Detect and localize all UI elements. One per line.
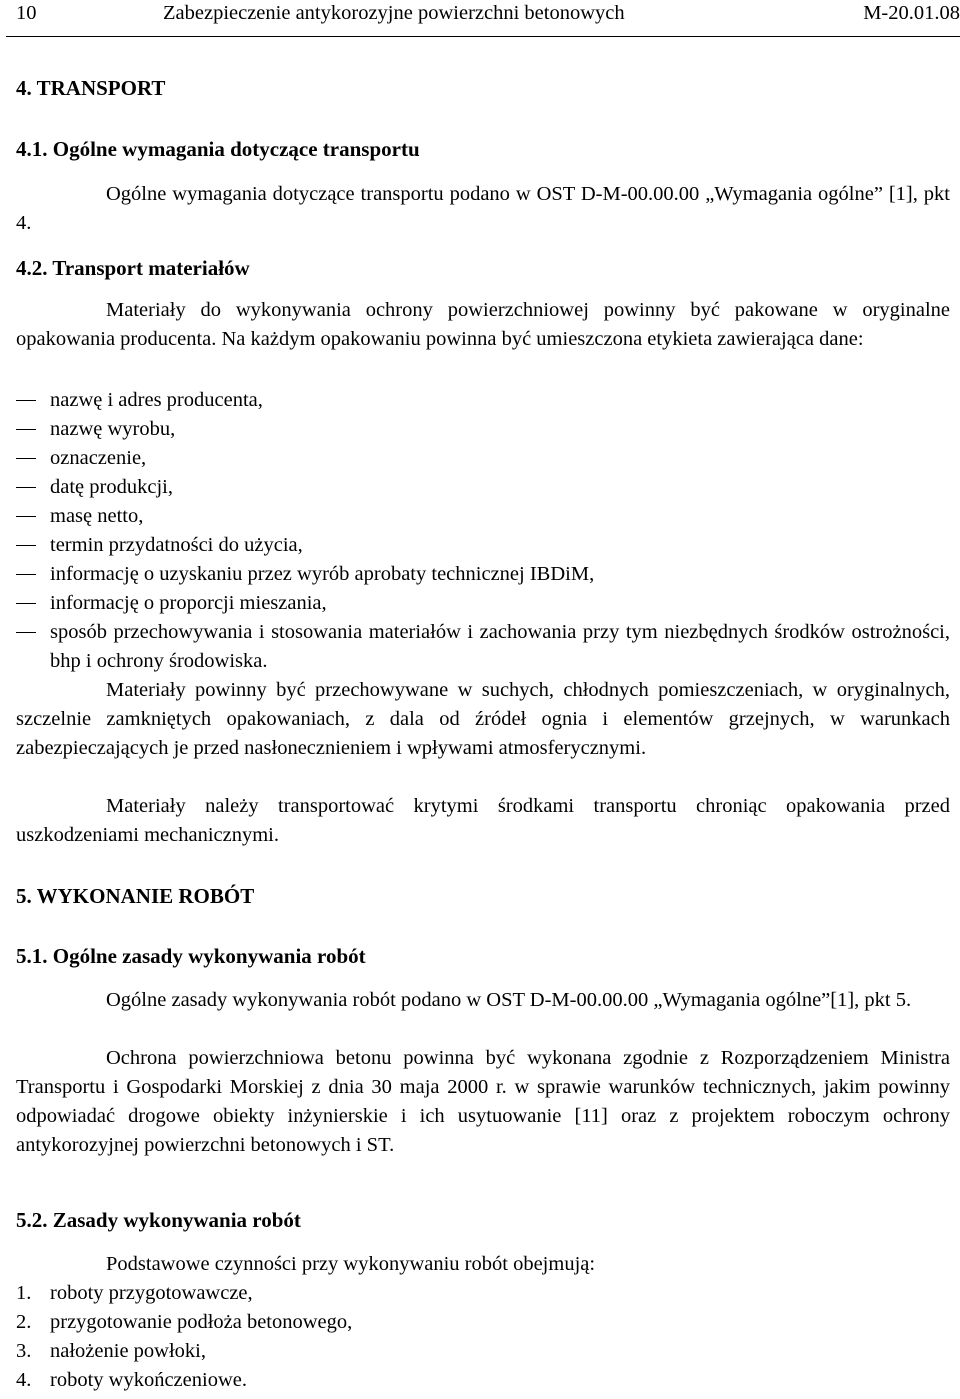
dash-bullet [16, 632, 36, 633]
list-item: sposób przechowywania i stosowania materiałów i zachowania przy tym niezbędnych środków ostrożności, bhp i ochrony środowiska. [16, 618, 950, 676]
header-divider [6, 36, 960, 37]
list-item: oznaczenie, [16, 444, 950, 473]
paragraph-transport: Materiały należy transportować krytymi środkami transportu chroniąc opakowania przed uszkodzeniami mechanicznymi. [16, 795, 950, 846]
paragraph-4-1: Ogólne wymagania dotyczące transportu podano w OST D-M-00.00.00 „Wymagania ogólne” [1], pkt 4. [16, 183, 950, 234]
list-item: nazwę i adres producenta, [16, 386, 950, 415]
list-item: 2. przygotowanie podłoża betonowego, [16, 1311, 353, 1333]
dash-bullet [16, 516, 36, 517]
paragraph-5-2-intro: Podstawowe czynności przy wykonywaniu robót obejmują: [106, 1253, 596, 1275]
paragraph-4-2-intro: Materiały do wykonywania ochrony powierzchniowej powinny być pakowane w oryginalne opakowania producenta. Na każdym opakowaniu powinna być umieszczona etykieta zawierająca dane: [16, 299, 950, 350]
list-item: 1. roboty przygotowawcze, [16, 1282, 253, 1304]
section-heading-execution: 5. WYKONANIE ROBÓT [16, 884, 255, 908]
list-item: datę produkcji, [16, 473, 950, 502]
label-data-list [16, 386, 950, 676]
document-title: Zabezpieczenie antykorozyjne powierzchni betonowych [163, 2, 625, 24]
paragraph-5-1-general: Ogólne zasady wykonywania robót podano w OST D-M-00.00.00 „Wymagania ogólne”[1], pkt 5. [106, 989, 912, 1011]
dash-bullet [16, 545, 36, 546]
document-code: M-20.01.08 [863, 2, 960, 24]
subsection-heading-5-1: 5.1. Ogólne zasady wykonywania robót [16, 944, 366, 968]
subsection-heading-4-1: 4.1. Ogólne wymagania dotyczące transportu [16, 137, 420, 161]
list-item: masę netto, [16, 502, 950, 531]
dash-bullet [16, 400, 36, 401]
subsection-heading-5-2: 5.2. Zasady wykonywania robót [16, 1208, 301, 1232]
list-item: informację o uzyskaniu przez wyrób aprobaty technicznej IBDiM, [16, 560, 950, 589]
list-item: 4. roboty wykończeniowe. [16, 1369, 247, 1391]
list-item: 3. nałożenie powłoki, [16, 1340, 206, 1362]
running-header [16, 0, 960, 28]
list-item: informację o proporcji mieszania, [16, 589, 950, 618]
dash-bullet [16, 603, 36, 604]
dash-bullet [16, 487, 36, 488]
subsection-heading-4-2: 4.2. Transport materiałów [16, 256, 250, 280]
list-item: termin przydatności do użycia, [16, 531, 950, 560]
work-steps-list [16, 1279, 950, 1395]
dash-bullet [16, 458, 36, 459]
dash-bullet [16, 429, 36, 430]
paragraph-5-1-regulation: Ochrona powierzchniowa betonu powinna być wykonana zgodnie z Rozporządzeniem Ministra Transportu i Gospodarki Morskiej z dnia 30 maja 2000 r. w sprawie warunków technicznych, jakim powinny odpowiadać drogowe obiekty inżynierskie i ich usytuowanie [11] oraz z projektem roboczym ochrony antykorozyjnej powierzchni betonowych i ST. [16, 1047, 950, 1156]
dash-bullet [16, 574, 36, 575]
page-number: 10 [16, 2, 37, 24]
list-item: nazwę wyrobu, [16, 415, 950, 444]
paragraph-storage: Materiały powinny być przechowywane w suchych, chłodnych pomieszczeniach, w oryginalnych, szczelnie zamkniętych opakowaniach, z dala od źródeł ognia i elementów grzejnych, w warunkach zabezpieczających je przed nasłonecznieniem i wpływami atmosferycznymi. [16, 679, 950, 759]
section-heading-transport: 4. TRANSPORT [16, 76, 166, 100]
